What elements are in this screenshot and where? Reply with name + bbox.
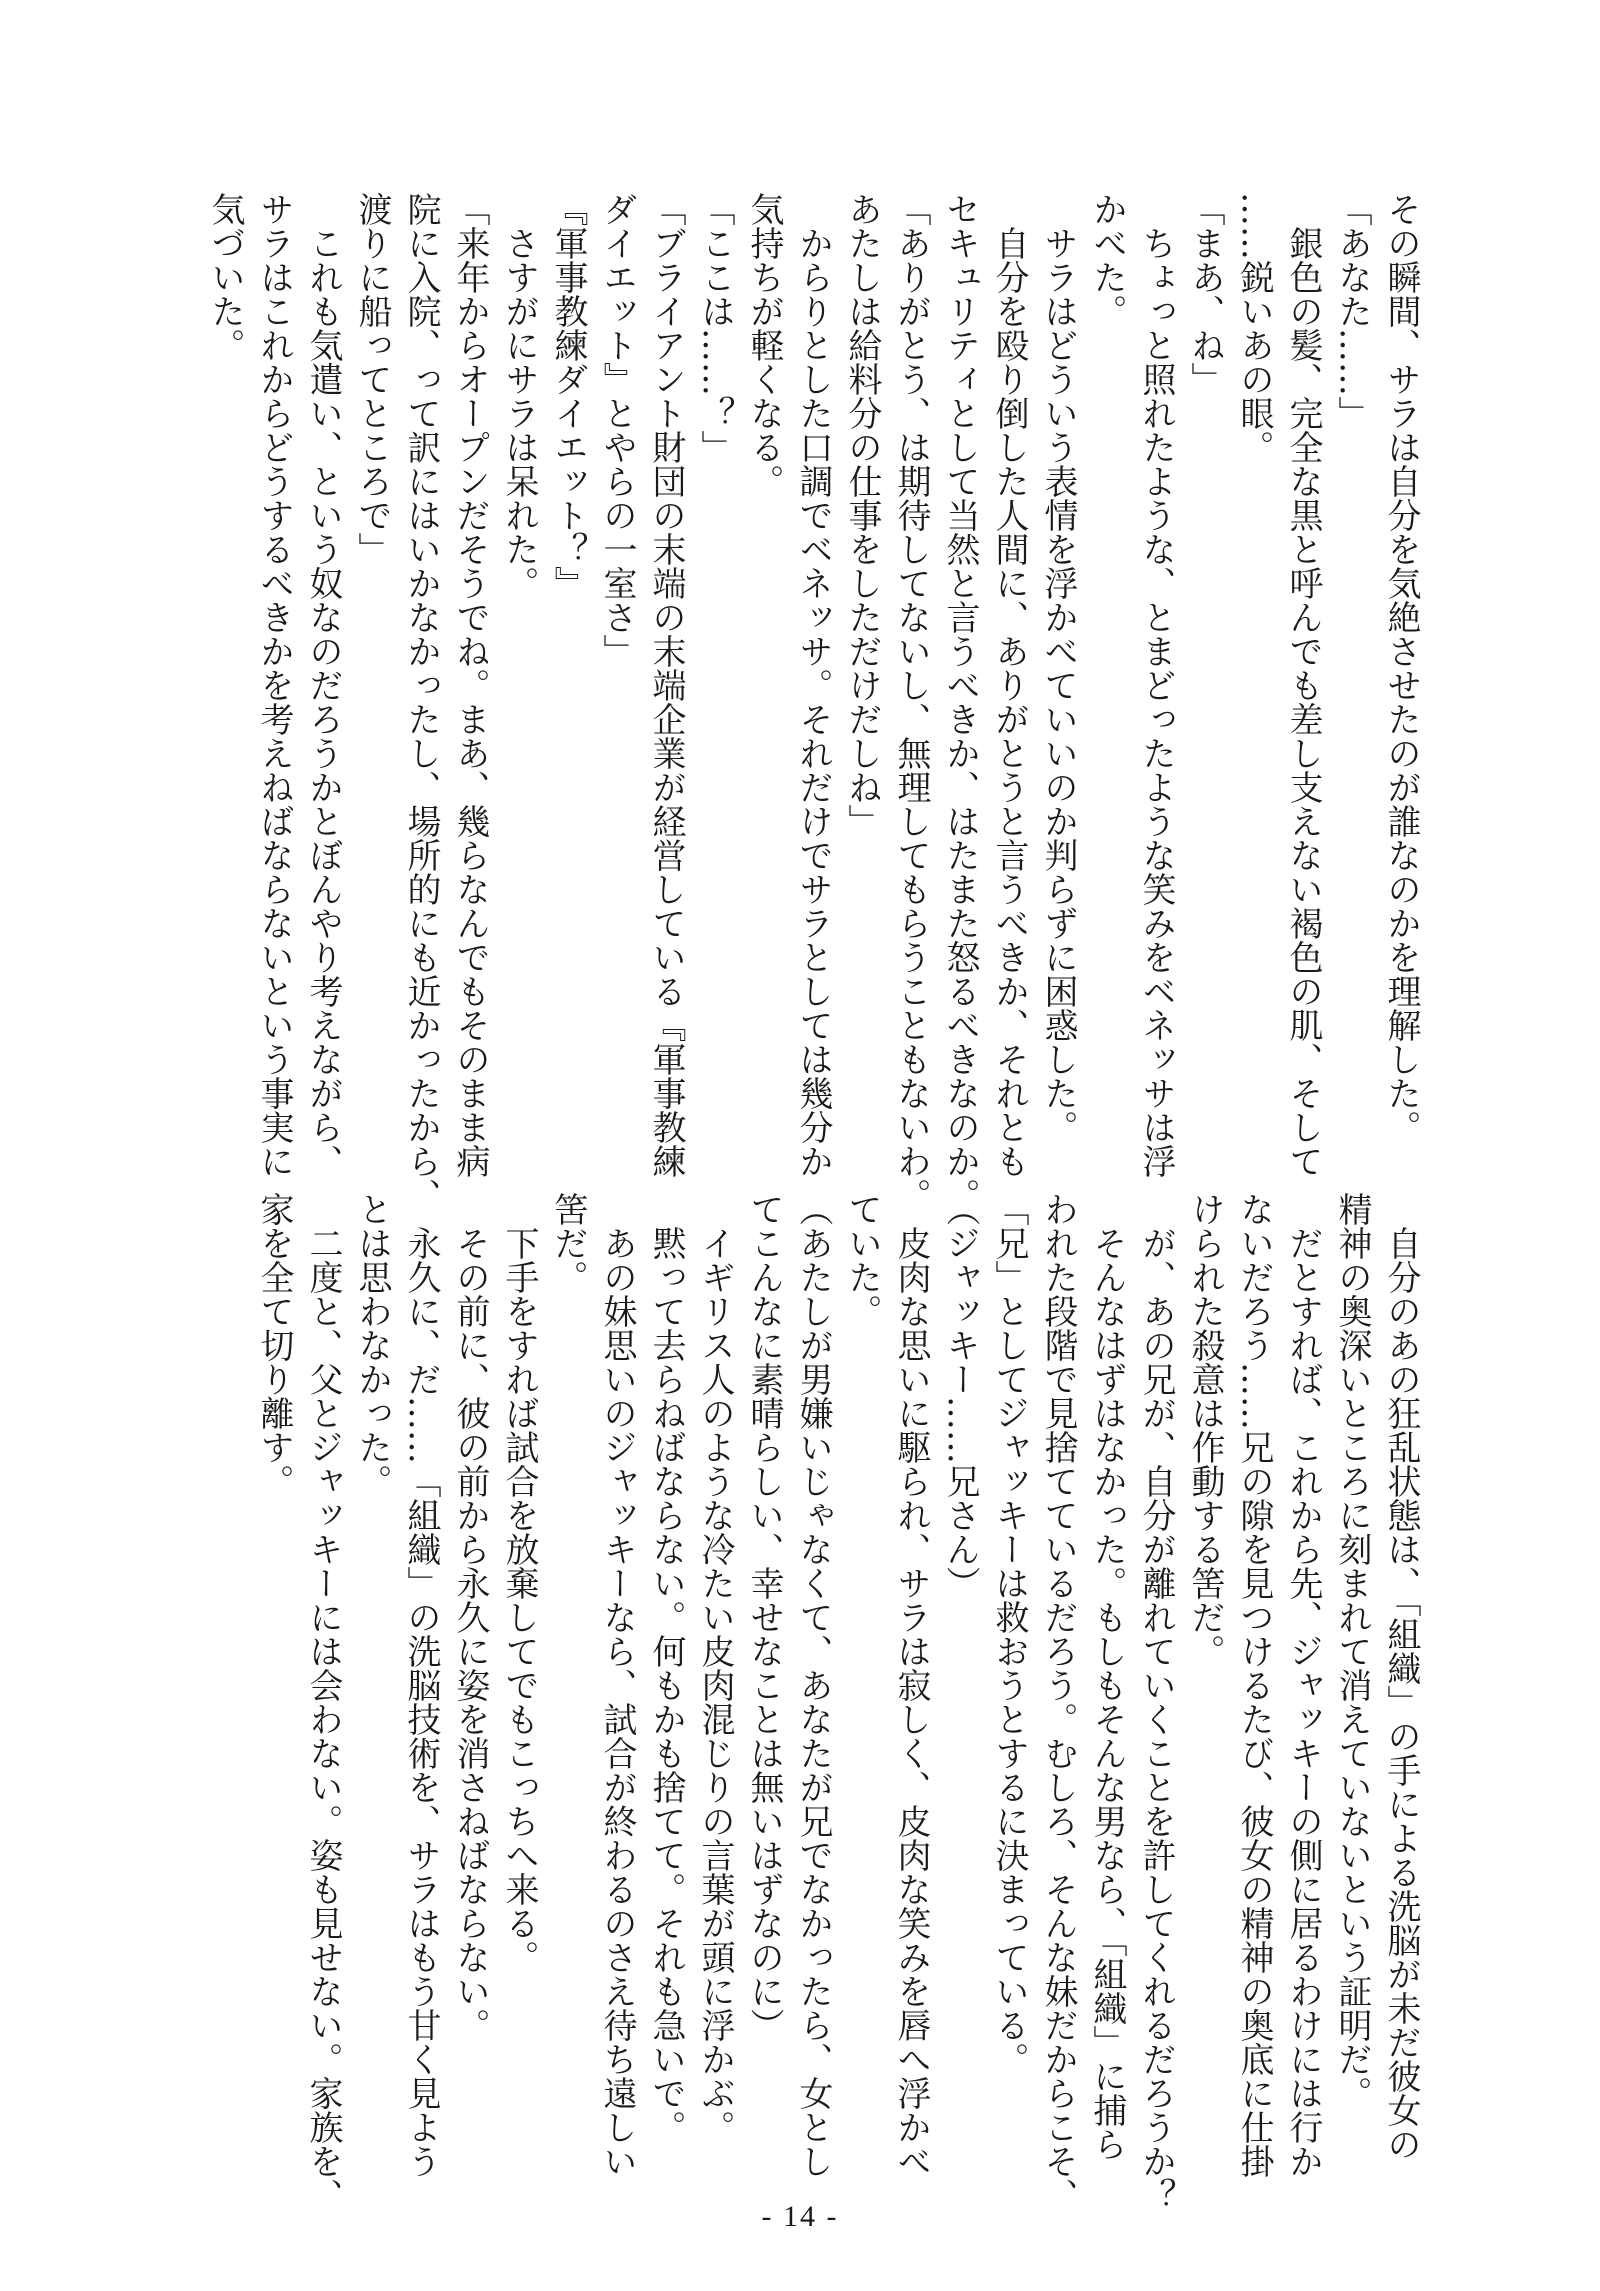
text-line: セキュリティとして当然と言うべきか、はたまた怒るべきなのか。 [940,192,980,1212]
text-line: これも気遣い、という奴なのだろうかとぼんやり考えながら、 [303,192,343,1178]
text-line: 自分を殴り倒した人間に、ありがとうと言うべきか、それとも [989,192,1029,1178]
text-line: （ジャッキー……兄さん） [940,1192,980,1600]
text-line: その前に、彼の前から永久に姿を消さねばならない。 [450,1192,490,2042]
text-line: が、あの兄が、自分が離れていくことを許してくれるだろうか？ [1136,1192,1176,2212]
text-line: 気づいた。 [205,192,245,362]
text-block-lower [249,1192,1425,2212]
text-line: 銀色の髪、完全な黒と呼んでも差し支えない褐色の肌、そして [1283,192,1323,1178]
text-line: とは思わなかった。 [352,1192,392,1498]
text-line: 永久に、だ……「組織」の洗脳技術を、サラはもう甘く見よう [401,1192,441,2178]
text-line: われた段階で見捨てているだろう。むしろ、そんな妹だからこそ、 [1038,1192,1078,2212]
text-line: 黙って去らねばならない。何もかも捨てて。それも急いで。 [646,1192,686,2144]
text-line: ダイエット』とやらの一室さ」 [597,192,637,668]
text-line: そんなはずはなかった。もしもそんな男なら、「組織」に捕ら [1087,1192,1127,2161]
text-line: 渡りに船ってところで」 [352,192,392,566]
text-line: 「まあ、ね」 [1185,192,1225,396]
text-line: 『軍事教練ダイエット？』 [548,192,588,600]
text-line: けられた殺意は作動する筈だ。 [1185,1192,1225,1668]
text-line: だとすれば、これから先、ジャッキーの側に居るわけには行か [1283,1192,1323,2178]
text-line: 皮肉な思いに駆られ、サラは寂しく、皮肉な笑みを唇へ浮かべ [891,1192,931,2178]
text-line: あの妹思いのジャッキーなら、試合が終わるのさえ待ち遠しい [597,1192,637,2178]
text-line: 「ありがとう、は期待してないし、無理してもらうこともないわ。 [891,192,931,1212]
text-line: 二度と、父とジャッキーには会わない。姿も見せない。家族を、 [303,1192,343,2212]
text-line: その瞬間、サラは自分を気絶させたのが誰なのかを理解した。 [1381,192,1421,1144]
text-line: 「あなた……」 [1332,192,1372,430]
text-line: 自分のあの狂乱状態は、「組織」の手による洗脳が未だ彼女の [1381,1192,1421,2161]
text-line: 「来年からオープンだそうでね。まあ、幾らなんでもそのまま病 [450,192,490,1178]
text-line: 下手をすれば試合を放棄してでもこっちへ来る。 [499,1192,539,1974]
text-block-upper [200,192,1425,1227]
text-line: からりとした口調でベネッサ。それだけでサラとしては幾分か [793,192,833,1178]
text-line: ちょっと照れたような、とまどったような笑みをベネッサは浮 [1136,192,1176,1178]
text-line: ないだろう……兄の隙を見つけるたび、彼女の精神の奥底に仕掛 [1234,1192,1274,2178]
text-line: サラはこれからどうするべきかを考えねばならないという事実に [254,192,294,1178]
text-line: てこんなに素晴らしい、幸せなことは無いはずなのに） [744,1192,784,2042]
text-line: 精神の奥深いところに刻まれて消えていないという証明だ。 [1332,1192,1372,2110]
text-line: 気持ちが軽くなる。 [744,192,784,498]
text-line: 「ブライアント財団の末端の末端企業が経営している『軍事教練 [646,192,686,1178]
text-line: （あたしが男嫌いじゃなくて、あなたが兄でなかったら、女とし [793,1192,833,2178]
text-line: 「ここは……？」 [695,192,735,464]
text-line: ていた。 [842,1192,882,1328]
text-line: サラはどういう表情を浮かべていいのか判らずに困惑した。 [1038,192,1078,1144]
text-line: かべた。 [1087,192,1127,328]
text-line: 筈だ。 [548,1192,588,1294]
page-number: - 14 - [761,2200,839,2233]
text-line: 院に入院、って訳にはいかなかったし、場所的にも近かったから、 [401,192,441,1212]
text-line: 家を全て切り離す。 [254,1192,294,1498]
text-line: さすがにサラは呆れた。 [499,192,539,600]
text-line: あたしは給料分の仕事をしただけだしね」 [842,192,882,838]
text-line: 「兄」としてジャッキーは救おうとするに決まっている。 [989,1192,1029,2076]
text-line: イギリス人のような冷たい皮肉混じりの言葉が頭に浮かぶ。 [695,1192,735,2144]
text-line: ……鋭いあの眼。 [1234,192,1274,464]
